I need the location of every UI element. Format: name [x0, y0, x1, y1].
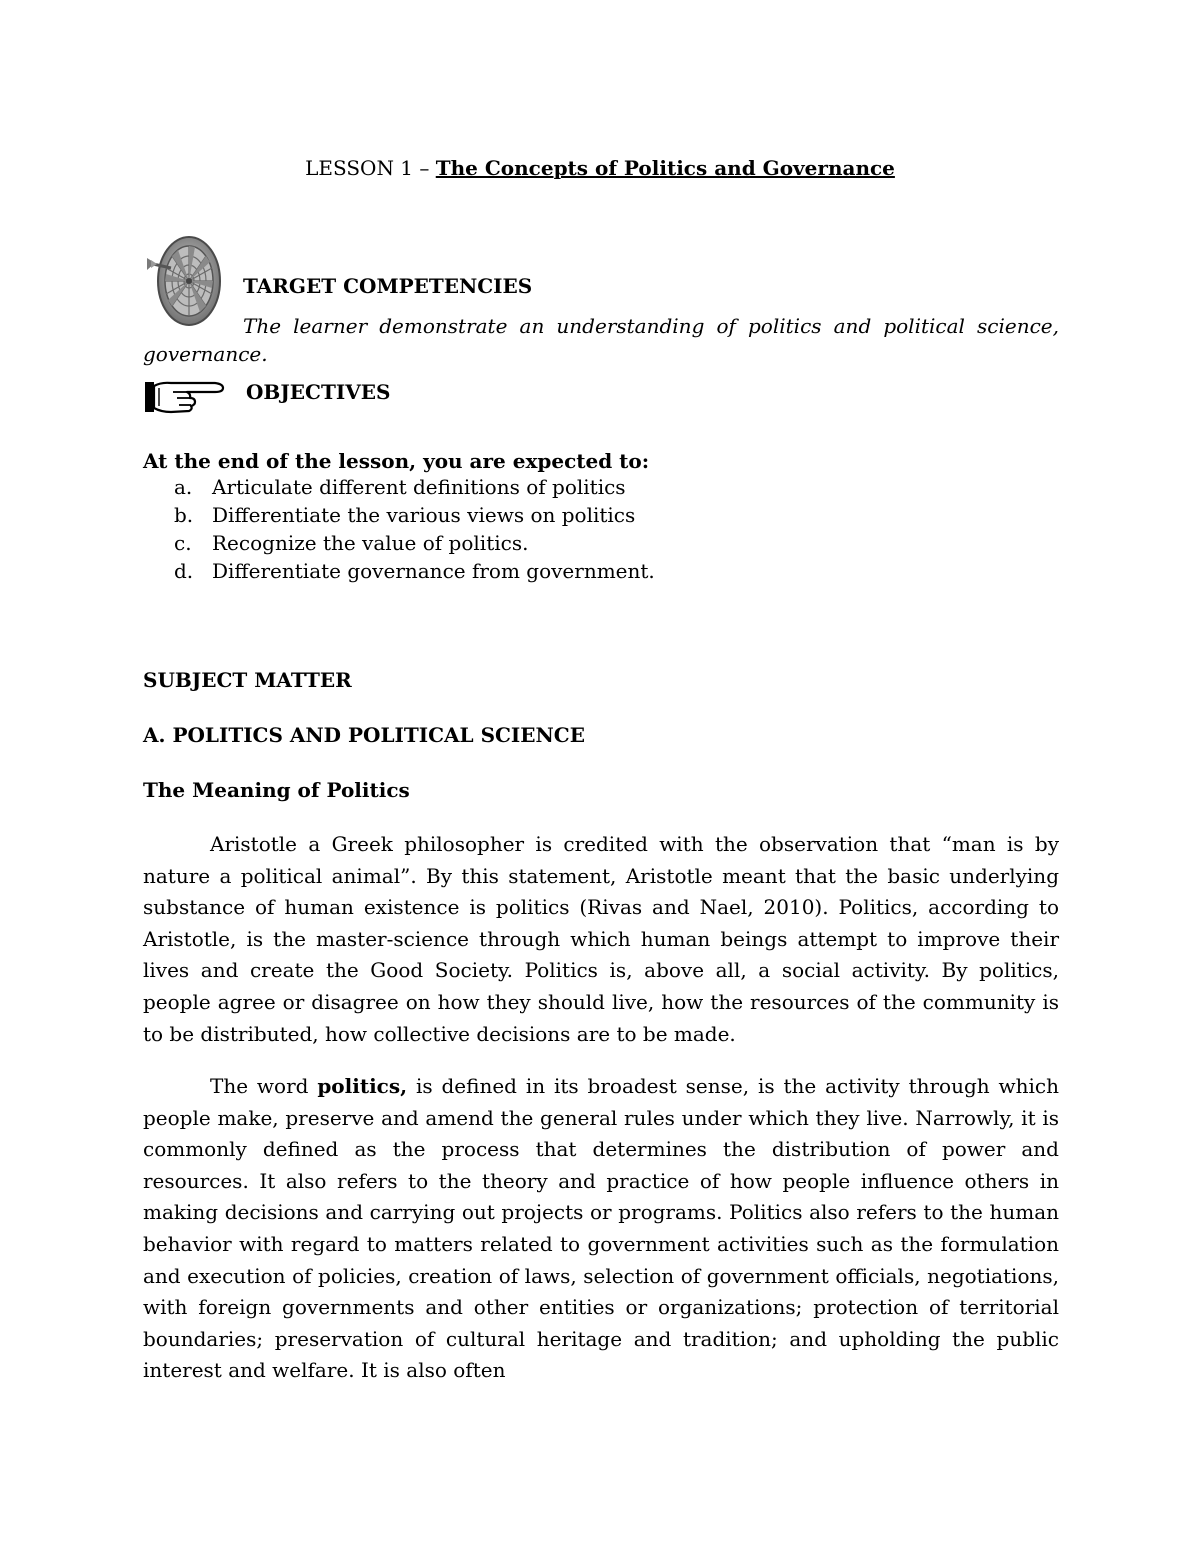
- list-item-text: Differentiate the various views on politics: [212, 503, 636, 527]
- list-item: [143, 501, 655, 529]
- objectives-heading: OBJECTIVES: [246, 380, 391, 404]
- paragraph-aristotle: Aristotle a Greek philosopher is credited with the observation that “man is by nature a political animal”. By this statement, Aristotle meant that the basic underlying substance of human existence is politics (Rivas and Nael, 2010). Politics, according to Aristotle, is the master-science through which human beings attempt to improve their lives and create the Good Society. Politics is, above all, a social activity. By politics, people agree or disagree on how they should live, how the resources of the community is to be distributed, how collective decisions are to be made.: [143, 832, 1059, 1046]
- list-marker: c.: [174, 531, 192, 555]
- meaning-of-politics-heading: The Meaning of Politics: [143, 778, 410, 802]
- list-item: [143, 557, 655, 585]
- target-competencies-heading: TARGET COMPETENCIES: [243, 274, 533, 298]
- list-marker: d.: [174, 559, 194, 583]
- list-item-text: Differentiate governance from government.: [212, 559, 655, 583]
- list-item-text: Recognize the value of politics.: [212, 531, 529, 555]
- lesson-name: The Concepts of Politics and Governance: [435, 156, 895, 180]
- paragraph-politics-definition: [143, 1071, 1059, 1387]
- paragraph-lead: The word: [210, 1074, 318, 1098]
- lesson-title: [0, 153, 1200, 183]
- list-item: [143, 473, 655, 501]
- objectives-list: [143, 473, 655, 585]
- list-item: [143, 529, 655, 557]
- objectives-intro: At the end of the lesson, you are expected to:: [143, 449, 650, 473]
- list-marker: a.: [174, 475, 193, 499]
- subject-matter-heading: SUBJECT MATTER: [143, 668, 352, 692]
- list-marker: b.: [174, 503, 194, 527]
- section-a-heading: A. POLITICS AND POLITICAL SCIENCE: [143, 723, 585, 747]
- lesson-number: LESSON 1 –: [305, 156, 430, 180]
- list-item-text: Articulate different definitions of politics: [212, 475, 626, 499]
- paragraph-body: is defined in its broadest sense, is the activity through which people make, preserve and amend the general rules under which they live. Narrowly, it is commonly defined as the process that determines the distribution of power and resources. It also refers to the theory and practice of how people influence others in making decisions and carrying out projects or programs. Politics also refers to the human behavior with regard to matters related to government activities such as the formulation and execution of policies, creation of laws, selection of government officials, negotiations, with foreign governments and other entities or organizations; protection of territorial boundaries; preservation of cultural heritage and tradition; and upholding the public interest and welfare. It is also often: [143, 1074, 1059, 1383]
- target-competencies-text: The learner demonstrate an understanding of politics and political science, governance.: [143, 314, 1059, 366]
- pointing-hand-icon: [143, 376, 229, 416]
- paragraph-bold-term: politics,: [317, 1074, 408, 1098]
